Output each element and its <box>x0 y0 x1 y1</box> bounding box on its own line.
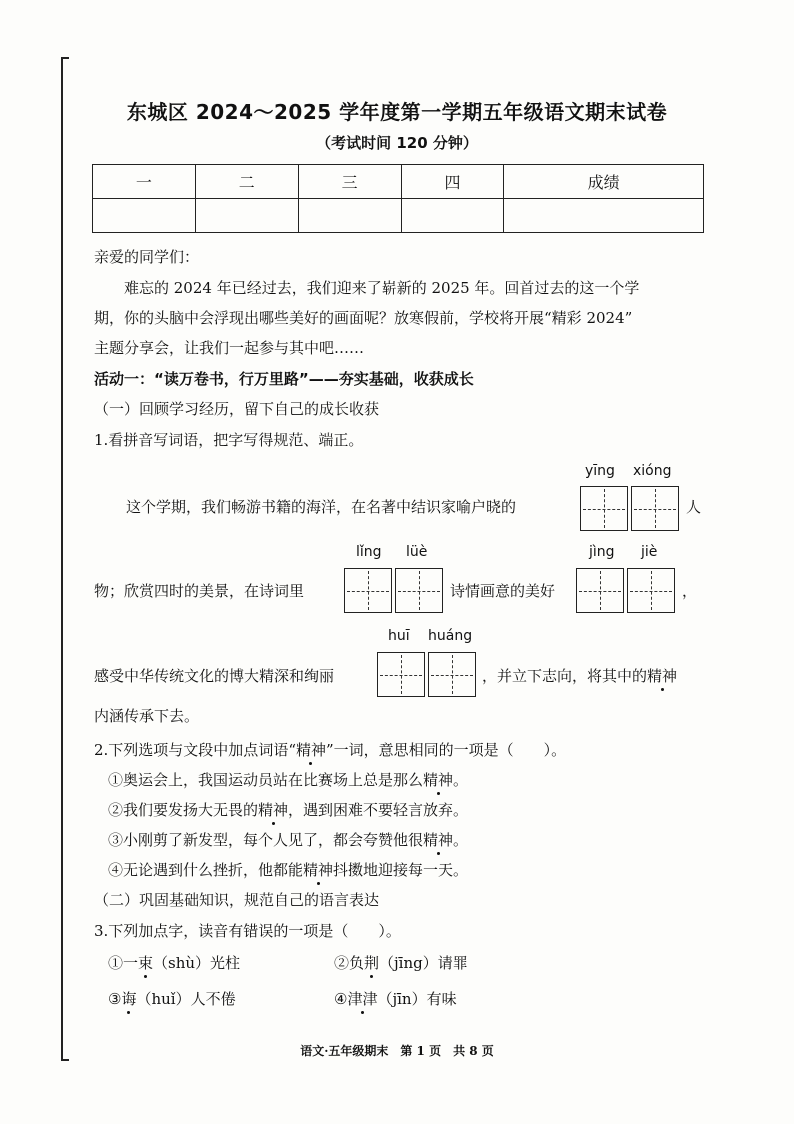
q3-o4-post: （jīn）有味 <box>377 990 457 1008</box>
activity-1-title: 活动一：“读万卷书，行万里路”——夯实基础，收获成长 <box>94 370 474 388</box>
q2-o2-end: ，遇到困难不要轻言放弃。 <box>288 801 469 819</box>
pinyin-huang: huáng <box>428 628 473 644</box>
q3-o2-dotted: 荆 <box>364 954 380 972</box>
binding-bracket <box>61 57 69 1061</box>
q2-option-1[interactable] <box>108 769 468 790</box>
q3-o4-pre: ④ <box>334 990 348 1008</box>
q3-o3-dotted: 诲 <box>121 990 137 1008</box>
page-footer: 语文·五年级期末 第 1 页 共 8 页 <box>300 1044 494 1058</box>
q3-o3-pre: ③ <box>108 990 122 1008</box>
intro-line-1: 难忘的 2024 年已经过去，我们迎来了崭新的 2025 年。回首过去的这一个学 <box>124 279 640 297</box>
answer-box-jing[interactable] <box>576 568 624 613</box>
intro-line-2: 期，你的头脑中会浮现出哪些美好的画面呢？放寒假前，学校将开展“精彩 2024” <box>94 309 633 327</box>
q1-text-line-2-end: ， <box>682 582 698 600</box>
pinyin-ling: lǐng <box>356 544 382 560</box>
score-header-total: 成绩 <box>504 165 704 199</box>
score-cell-3[interactable] <box>298 199 401 233</box>
score-table <box>92 164 704 233</box>
question-2-prompt <box>94 739 566 760</box>
answer-box-ying[interactable] <box>580 486 628 531</box>
q2-o4-end: 抖擞地迎接每一天。 <box>333 861 469 879</box>
q2-o4-dotted: 精神 <box>303 861 334 879</box>
answer-box-jie[interactable] <box>627 568 675 613</box>
q1-text-line-4: 内涵传承下去。 <box>94 707 200 725</box>
q3-option-1[interactable] <box>108 952 240 973</box>
pinyin-jie: jiè <box>641 544 658 560</box>
q2-dotted-word: 精神 <box>295 741 326 759</box>
section-1-heading: （一）回顾学习经历，留下自己的成长收获 <box>94 400 380 418</box>
score-cell-1[interactable] <box>93 199 196 233</box>
q1-text-line-1-end: 人 <box>686 498 702 516</box>
q3-o1-pre: ①一 <box>108 954 139 972</box>
score-cell-2[interactable] <box>195 199 298 233</box>
question-1-prompt: 1.看拼音写词语，把字写得规范、端正。 <box>94 431 364 449</box>
q1-text-line-1: 这个学期，我们畅游书籍的海洋，在名著中结识家喻户晓的 <box>126 498 517 516</box>
q3-o2-post: （jīng）请罪 <box>379 954 468 972</box>
score-header-2: 二 <box>195 165 298 199</box>
pinyin-hui: huī <box>388 628 410 644</box>
q2-o1-dotted: 精神 <box>423 771 454 789</box>
q2-o3-dotted: 精神 <box>423 831 454 849</box>
q1-line-3-tail: ，并立下志向，将其中的 <box>482 667 648 685</box>
q1-text-line-3-end <box>482 665 677 686</box>
score-cell-4[interactable] <box>401 199 504 233</box>
q2-option-2[interactable] <box>108 799 468 820</box>
q2-prompt-start: 2.下列选项与文段中加点词语“ <box>94 741 296 759</box>
q3-o4-dotted: 津津 <box>347 990 378 1008</box>
pinyin-xiong: xióng <box>633 463 672 479</box>
intro-line-3: 主题分享会，让我们一起参与其中吧…… <box>94 339 365 357</box>
q3-option-4[interactable] <box>334 988 457 1009</box>
q2-o1-text: ①奥运会上，我国运动员站在比赛场上总是那么 <box>108 771 424 789</box>
q1-text-line-2: 物；欣赏四时的美景，在诗词里 <box>94 582 305 600</box>
answer-box-hui[interactable] <box>377 652 425 697</box>
answer-box-huang[interactable] <box>428 652 476 697</box>
q2-o2-dotted: 精神 <box>258 801 289 819</box>
q3-o1-post: （shù）光柱 <box>153 954 241 972</box>
pinyin-lue: lüè <box>406 544 428 560</box>
q2-o4-text: ④无论遇到什么挫折，他都能 <box>108 861 304 879</box>
question-3-prompt: 3.下列加点字，读音有错误的一项是（ ）。 <box>94 922 401 940</box>
score-header-3: 三 <box>298 165 401 199</box>
score-header-1: 一 <box>93 165 196 199</box>
greeting: 亲爱的同学们： <box>94 248 200 266</box>
q3-option-2[interactable] <box>334 952 468 973</box>
q1-text-line-2-middle: 诗情画意的美好 <box>450 582 556 600</box>
q1-text-line-3: 感受中华传统文化的博大精深和绚丽 <box>94 667 335 685</box>
q2-o3-end: 。 <box>453 831 469 849</box>
score-header-4: 四 <box>401 165 504 199</box>
q2-option-3[interactable] <box>108 829 468 850</box>
q2-o2-text: ②我们要发扬大无畏的 <box>108 801 259 819</box>
q3-o3-post: （huǐ）人不倦 <box>136 990 236 1008</box>
q3-o2-pre: ②负 <box>334 954 365 972</box>
q2-o3-text: ③小刚剪了新发型，每个人见了，都会夸赞他很 <box>108 831 424 849</box>
pinyin-ying: yīng <box>585 463 615 479</box>
q3-option-3[interactable] <box>108 988 236 1009</box>
q2-option-4[interactable] <box>108 859 468 880</box>
exam-duration: （考试时间 120 分钟） <box>316 134 478 152</box>
answer-box-ling[interactable] <box>344 568 392 613</box>
score-table-header-row <box>93 165 704 199</box>
dotted-word-jingshen: 精神 <box>647 667 678 685</box>
answer-box-lue[interactable] <box>395 568 443 613</box>
q3-o1-dotted: 束 <box>138 954 154 972</box>
exam-title: 东城区 2024～2025 学年度第一学期五年级语文期末试卷 <box>126 100 668 124</box>
q2-o1-end: 。 <box>453 771 469 789</box>
section-2-heading: （二）巩固基础知识，规范自己的语言表达 <box>94 891 380 909</box>
score-cell-total[interactable] <box>504 199 704 233</box>
pinyin-jing: jìng <box>589 544 615 560</box>
answer-box-xiong[interactable] <box>631 486 679 531</box>
q2-prompt-end: ”一词，意思相同的一项是（ ）。 <box>326 741 567 759</box>
score-table-blank-row <box>93 199 704 233</box>
